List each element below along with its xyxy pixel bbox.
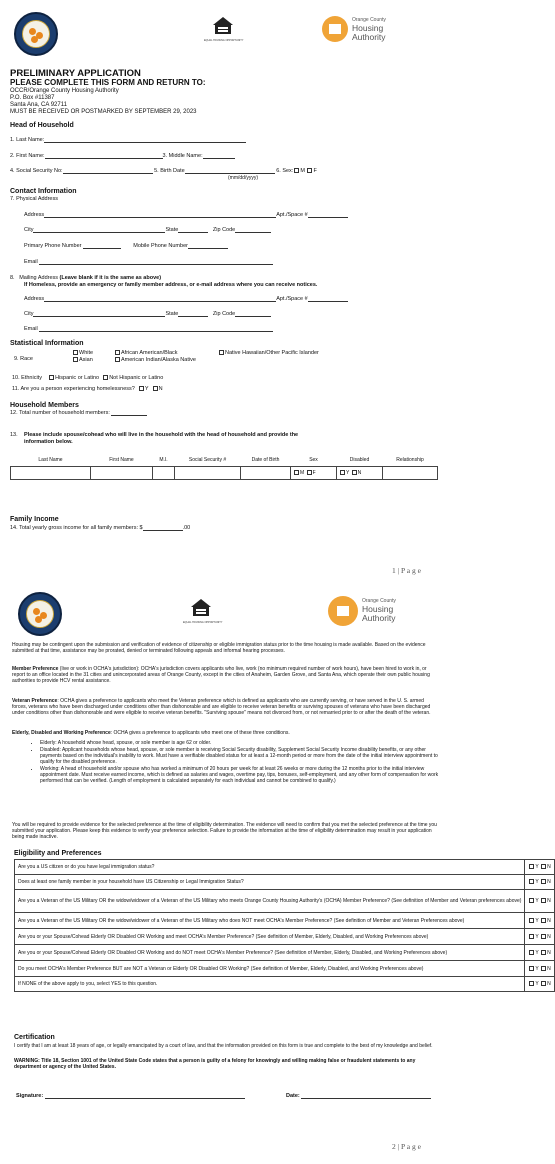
income-row (10, 525, 190, 531)
elderly-text: : OCHA gives a preference to applicants who meet one of these three conditions. (110, 730, 290, 736)
q13-num: 13. (10, 432, 18, 438)
eho-caption-2: EQUAL HOUSING OPPORTUNITY (183, 621, 223, 624)
elig-n-checkbox[interactable] (541, 950, 546, 955)
elig-y-checkbox[interactable] (529, 898, 534, 903)
member-first-name-cell[interactable] (91, 467, 153, 480)
veteran-title: Veteran Preference (12, 698, 58, 704)
date-label: Date: (286, 1093, 300, 1099)
col-mi: M.I. (159, 457, 168, 463)
page-title: PRELIMINARY APPLICATION (10, 68, 141, 79)
col-dob: Date of Birth (251, 457, 280, 463)
elig-y-checkbox[interactable] (529, 950, 534, 955)
elig-n-label: N (547, 864, 551, 870)
table-row (15, 977, 555, 992)
primary-phone-field[interactable] (83, 243, 121, 249)
race-black-label: African American/Black (121, 350, 178, 356)
elig-y-checkbox[interactable] (529, 864, 534, 869)
race-native-label: American Indian/Alaska Native (121, 357, 196, 363)
mailing-email-field[interactable] (39, 326, 273, 332)
total-members-label: 12. Total number of household members: (10, 410, 110, 416)
ssn-label: 4. Social Security No: (10, 168, 63, 174)
last-name-row (10, 137, 246, 143)
birth-date-label: 5. Birth Date (154, 168, 185, 174)
race-hawaiian-label: Native Hawaiian/Other Pacific Islander (225, 350, 319, 356)
eligibility-table (14, 859, 555, 992)
equal-housing-icon (212, 16, 234, 38)
homeless-y-label: Y (144, 386, 149, 392)
mailing-address-line-row (24, 296, 348, 302)
veteran-preference-paragraph (12, 698, 440, 716)
member-disabled-cell (337, 467, 383, 480)
mailing-state-label: State (165, 311, 179, 317)
mailing-apt-field[interactable] (308, 296, 348, 302)
city-row (24, 227, 271, 233)
member-pref-paren: (live or work in OCHA's jurisdiction) (58, 666, 139, 672)
list-item: • Elderly: A household whose head, spouse, or sole member is age 62 or older. (40, 740, 440, 746)
ocha-logo-line2: Housing (352, 23, 384, 33)
q13-text-2: information below. (24, 439, 73, 445)
mailing-state-field[interactable] (178, 311, 208, 317)
elig-answer-cell (525, 913, 554, 929)
city-field[interactable] (33, 227, 165, 233)
elig-y-checkbox[interactable] (529, 918, 534, 923)
race-label: 9. Race (14, 356, 33, 362)
address-label: Address (24, 212, 45, 218)
apt-field[interactable] (308, 212, 348, 218)
member-preference-paragraph (12, 666, 440, 684)
county-seal-logo-2 (18, 592, 62, 636)
email-row (24, 259, 273, 265)
elig-n-checkbox[interactable] (541, 934, 546, 939)
intro-paragraph: Housing may be contingent upon the submission and verification of evidence of citizenship or eligible immigration status prior to the time housing is made available. Based on the evidence submitted at that time, assistance may be prorated, denied or terminated following appeals and informal hearing processes. (12, 642, 426, 654)
member-ssn-cell[interactable] (175, 467, 241, 480)
elig-y-checkbox[interactable] (529, 981, 534, 986)
race-black-option (114, 350, 178, 356)
state-label: State (165, 227, 179, 233)
elig-y-label: Y (535, 933, 539, 940)
elig-n-label: N (547, 981, 551, 987)
race-native-option (114, 357, 196, 363)
birth-date-field[interactable] (185, 168, 275, 174)
ocha-logo-line1-2: Orange County (362, 598, 396, 604)
warning-text: WARNING: Title 18, Section 1001 of the United State Code states that a person is guilty of a felony for knowingly and willing making false or fraudulent statements to any department or agency of the United States. (14, 1058, 416, 1070)
equal-housing-icon-2 (190, 598, 212, 620)
page-subtitle: PLEASE COMPLETE THIS FORM AND RETURN TO: (10, 78, 206, 87)
zip-field[interactable] (235, 227, 271, 233)
elig-question: If NONE of the above apply to you, select YES to this question. (15, 977, 525, 992)
first-name-label: 2. First Name: (10, 153, 45, 159)
member-pref-text: : OCHA's jurisdiction covers applicants who live, work (no minimum required number of work hours), have been hired to work in, or report to an office located in the 31 cities and unincorporated areas of Orange County, except in the cities of Anaheim, Garden Grove, and Santa Ana, which operate their own public housing authorities to provide HCV rental assistance. (12, 666, 430, 684)
state-field[interactable] (178, 227, 208, 233)
homeless-y-checkbox[interactable] (139, 386, 144, 391)
elig-n-checkbox[interactable] (541, 981, 546, 986)
table-row (15, 961, 555, 977)
eligibility-heading: Eligibility and Preferences (14, 850, 102, 857)
ocha-logo-line1: Orange County (352, 17, 386, 23)
mobile-phone-label: Mobile Phone Number (133, 243, 188, 249)
elig-answer-cell (525, 890, 554, 913)
elig-n-checkbox[interactable] (541, 879, 546, 884)
date-format-hint: (mm/dd/yyyy) (228, 175, 258, 181)
ssn-field[interactable] (63, 168, 153, 174)
homeless-n-checkbox[interactable] (153, 386, 158, 391)
first-name-row (10, 153, 235, 159)
ocha-logo-line2-2: Housing (362, 604, 394, 614)
elig-n-label: N (547, 933, 551, 940)
page-number-1: 1 | P a g e (392, 566, 421, 575)
preference-bullets (30, 740, 440, 785)
table-row (15, 890, 555, 913)
elig-n-label: N (547, 949, 551, 956)
first-name-field[interactable] (45, 153, 163, 159)
sex-f-label: F (313, 168, 317, 174)
income-question: 14. Total yearly gross income for all family members: $ (10, 525, 143, 531)
elig-n-checkbox[interactable] (541, 966, 546, 971)
address-line-2: P.O. Box #11387 (10, 95, 55, 101)
address-row (24, 212, 348, 218)
mailing-email-row (24, 326, 273, 332)
mailing-address-line-label: Address (24, 296, 45, 302)
col-disabled: Disabled (349, 457, 370, 463)
signature-field[interactable] (45, 1093, 245, 1099)
member-sex-m-checkbox[interactable] (294, 470, 299, 475)
elig-n-checkbox[interactable] (541, 864, 546, 869)
table-row (15, 945, 555, 961)
mailing-email-label: Email (24, 326, 38, 332)
contact-info-heading: Contact Information (10, 188, 77, 195)
head-of-household-heading: Head of Household (10, 122, 74, 129)
race-asian-checkbox[interactable] (73, 357, 78, 362)
elig-y-checkbox[interactable] (529, 934, 534, 939)
member-sex-m-label: M (300, 470, 305, 476)
col-last-name: Last Name (38, 457, 63, 463)
mailing-address-field[interactable] (44, 296, 276, 302)
certification-heading: Certification (14, 1034, 55, 1041)
col-sex: Sex (309, 457, 318, 463)
race-black-checkbox[interactable] (115, 350, 120, 355)
address-line-3: Santa Ana, CA 92711 (10, 102, 67, 108)
member-dob-cell[interactable] (241, 467, 291, 480)
homeless-note: If Homeless, provide an emergency or family member address, or e-mail address where you can receive notices. (24, 282, 318, 288)
evidence-paragraph: You will be required to provide evidence for the selected preference at the time of eligibility determination. The evidence will need to confirm that you met the selected preference at the time you submitted your application. Please keep this evidence to verify your preference selection. Failure to provide the information at the time of eligibility determination may result in your application being made inactive. (12, 822, 437, 840)
ocha-house-icon (322, 16, 348, 42)
elig-n-checkbox[interactable] (541, 918, 546, 923)
sex-label: 6. Sex: (276, 168, 294, 174)
elig-answer-cell (525, 929, 554, 945)
elig-y-label: Y (535, 949, 539, 956)
list-item: • Working: A head of household and/or spouse who has worked a minimum of 20 hours per week for at least 26 weeks or more during the 12 months prior to the initial interview appointment date. Must receive earned income, which is defined as salaries and wages, overtime pay, tips, bonuses, self-employment, and any other form of compensation for work performed that can be verified. (Length of employment is calculated separately for each individual and cannot be combined to qualify.) (40, 766, 440, 784)
statistical-info-heading: Statistical Information (10, 340, 84, 347)
list-item: • Disabled: Applicant households whose head, spouse, or sole member is receiving Social Security disability, Supplement Social Security Income disability benefits, or any other payments based on the individual's inability to work. Must have a verifiable disabled status for at least a 12-month period or more from the date of the initial interview appointment to qualify for the disabled preference. (40, 747, 440, 765)
elig-y-checkbox[interactable] (529, 966, 534, 971)
table-row (15, 860, 555, 875)
total-members-row (10, 410, 147, 416)
elig-n-label: N (547, 965, 551, 972)
elig-question: Do you meet OCHA's Member Preference BUT are NOT a Veteran or Elderly OR Disabled OR Working? (See definition of Member, Elderly, Disabled, and Working Preferences above) (15, 961, 525, 977)
mailing-note: (Leave blank if it is the same as above) (59, 275, 162, 281)
col-first-name: First Name (109, 457, 134, 463)
middle-name-field[interactable] (203, 153, 235, 159)
family-income-heading: Family Income (10, 516, 59, 523)
signature-label: Signature: (16, 1093, 44, 1099)
county-seal-logo (14, 12, 58, 56)
elderly-preference-paragraph (12, 730, 440, 736)
mailing-apt-label: Apt./Space # (276, 296, 308, 302)
member-sex-cell (291, 467, 337, 480)
ethnicity-row (12, 375, 163, 381)
sex-m-label: M (300, 168, 305, 174)
ocha-house-icon-2 (328, 596, 358, 626)
income-suffix: .00 (182, 525, 191, 531)
col-relationship: Relationship (396, 457, 424, 463)
elig-question: Does at least one family member in your household have US Citizenship or Legal Immigration Status? (15, 875, 525, 890)
elig-y-checkbox[interactable] (529, 879, 534, 884)
elig-answer-cell (525, 961, 554, 977)
household-members-heading: Household Members (10, 402, 79, 409)
email-field[interactable] (39, 259, 273, 265)
elig-n-checkbox[interactable] (541, 898, 546, 903)
sex-m-checkbox[interactable] (294, 168, 299, 173)
elig-question: Are you a Veteran of the US Military OR the widow/widower of a Veteran of the US Military who does NOT meet OCHA's Member Preference? (See definition of Member and Veteran Preferences above) (15, 913, 525, 929)
email-label: Email (24, 259, 38, 265)
race-asian-option (72, 357, 93, 363)
primary-phone-label: Primary Phone Number (24, 243, 82, 249)
page-number-2: 2 | P a g e (392, 1142, 421, 1151)
address-line-1: OCCR/Orange County Housing Authority (10, 88, 119, 94)
phone-row (24, 243, 228, 249)
table-row (15, 913, 555, 929)
table-row (15, 929, 555, 945)
homeless-n-label: N (158, 386, 163, 392)
elig-y-label: Y (535, 981, 539, 987)
city-label: City (24, 227, 34, 233)
elderly-title: Elderly, Disabled and Working Preference (12, 730, 111, 736)
race-white-checkbox[interactable] (73, 350, 78, 355)
total-members-field[interactable] (111, 410, 147, 416)
last-name-field[interactable] (44, 137, 246, 143)
race-white-label: White (79, 350, 94, 356)
hispanic-checkbox[interactable] (49, 375, 54, 380)
mailing-address-label: Mailing Address (19, 275, 59, 281)
ocha-logo-line3-2: Authority (362, 613, 396, 623)
elig-n-label: N (547, 917, 551, 924)
middle-name-label: 3. Middle Name: (162, 153, 203, 159)
race-hawaiian-checkbox[interactable] (219, 350, 224, 355)
elig-y-label: Y (535, 879, 539, 885)
members-header-row (11, 454, 438, 467)
ssn-row (10, 168, 317, 174)
member-disabled-y-checkbox[interactable] (340, 470, 345, 475)
not-hispanic-label: Not Hispanic or Latino (109, 375, 164, 381)
race-native-checkbox[interactable] (115, 357, 120, 362)
mailing-city-field[interactable] (33, 311, 165, 317)
member-mi-cell[interactable] (153, 467, 175, 480)
elig-question: Are you a Veteran of the US Military OR the widow/widower of a Veteran of the US Military who meets Orange County Housing Authority's (OCHA) Member Preference? (See definition of Member and Veteran preferences above) (15, 890, 525, 913)
sex-f-checkbox[interactable] (307, 168, 312, 173)
apt-label: Apt./Space # (276, 212, 308, 218)
race-hawaiian-option (218, 350, 319, 356)
ethnicity-label: 10. Ethnicity (12, 375, 42, 381)
elig-y-label: Y (535, 898, 539, 904)
elig-question: Are you or your Spouse/Cohead Elderly OR Disabled OR Working and do NOT meet OCHA's Member Preference? (See definition of Member, Elderly, Disabled, and Working Preferences above) (15, 945, 525, 961)
mailing-zip-field[interactable] (235, 311, 271, 317)
date-field[interactable] (301, 1093, 431, 1099)
last-name-label: 1. Last Name: (10, 137, 45, 143)
eho-caption: EQUAL HOUSING OPPORTUNITY (204, 39, 244, 42)
elig-answer-cell (525, 977, 554, 992)
member-sex-f-label: F (312, 470, 316, 476)
page-1 (0, 0, 450, 582)
deadline-text: MUST BE RECEIVED OR POSTMARKED BY SEPTEMBER 29, 2023 (10, 109, 197, 115)
elig-y-label: Y (535, 965, 539, 972)
q13-text: Please include spouse/cohead who will live in the household with the head of household and provide the (24, 432, 299, 438)
veteran-text: : OCHA gives a preference to applicants who meet the Veteran preference which is defined as applicants who are currently serving, or have served in the U. S. armed forces, veterans who have been discharged under conditions other than dishonorable and are eligible to receive veteran benefits or surviving spouses of veterans who have been discharged under conditions other than dishonorable and were eligible to receive veteran benefits. "Surviving spouse" means not divorced from, or not remarried prior to or after the death of the veteran. (12, 698, 431, 716)
mailing-city-row (24, 311, 271, 317)
race-asian-label: Asian (79, 357, 93, 363)
elig-y-label: Y (535, 864, 539, 870)
household-members-table (10, 454, 438, 480)
elig-answer-cell (525, 860, 554, 875)
elig-n-label: N (547, 879, 551, 885)
not-hispanic-checkbox[interactable] (103, 375, 108, 380)
elig-question: Are you or your Spouse/Cohead Elderly OR Disabled OR Working and meet OCHA's Member Preference? (See definition of Member, Elderly, Disabled, and Working Preferences above) (15, 929, 525, 945)
elig-answer-cell (525, 945, 554, 961)
address-field[interactable] (44, 212, 276, 218)
signature-row (16, 1093, 245, 1099)
col-ssn: Social Security # (188, 457, 227, 463)
page-2 (0, 582, 551, 1164)
income-field[interactable] (143, 525, 183, 531)
physical-address-label: 7. Physical Address (10, 196, 58, 202)
mobile-phone-field[interactable] (188, 243, 228, 249)
certification-text: I certify that I am at least 18 years of age, or legally emancipated by a court of law, and that the information provided on this form is true and complete to the best of my knowledge and belief. (14, 1043, 433, 1049)
member-pref-title: Member Preference (12, 666, 59, 672)
elig-n-label: N (547, 898, 551, 904)
elig-question: Are you a US citizen or do you have legal immigration status? (15, 860, 525, 875)
mailing-city-label: City (24, 311, 34, 317)
member-disabled-y-label: Y (346, 470, 350, 476)
homelessness-row (12, 386, 163, 392)
zip-label: Zip Code (212, 227, 236, 233)
table-row (11, 467, 438, 480)
member-disabled-n-label: N (357, 470, 362, 476)
mailing-address-row (10, 275, 161, 281)
table-row (15, 875, 555, 890)
mailing-zip-label: Zip Code (212, 311, 236, 317)
member-disabled-n-checkbox[interactable] (352, 470, 357, 475)
member-last-name-cell[interactable] (11, 467, 91, 480)
ocha-logo-line3: Authority (352, 32, 386, 42)
date-row (286, 1093, 431, 1099)
race-white-option (72, 350, 93, 356)
hispanic-label: Hispanic or Latino (55, 375, 100, 381)
elig-answer-cell (525, 875, 554, 890)
mailing-num: 8. (10, 275, 15, 281)
elig-y-label: Y (535, 917, 539, 924)
member-sex-f-checkbox[interactable] (307, 470, 312, 475)
member-relationship-cell[interactable] (383, 467, 438, 480)
homelessness-question: 11. Are you a person experiencing homelessness? (12, 386, 135, 392)
